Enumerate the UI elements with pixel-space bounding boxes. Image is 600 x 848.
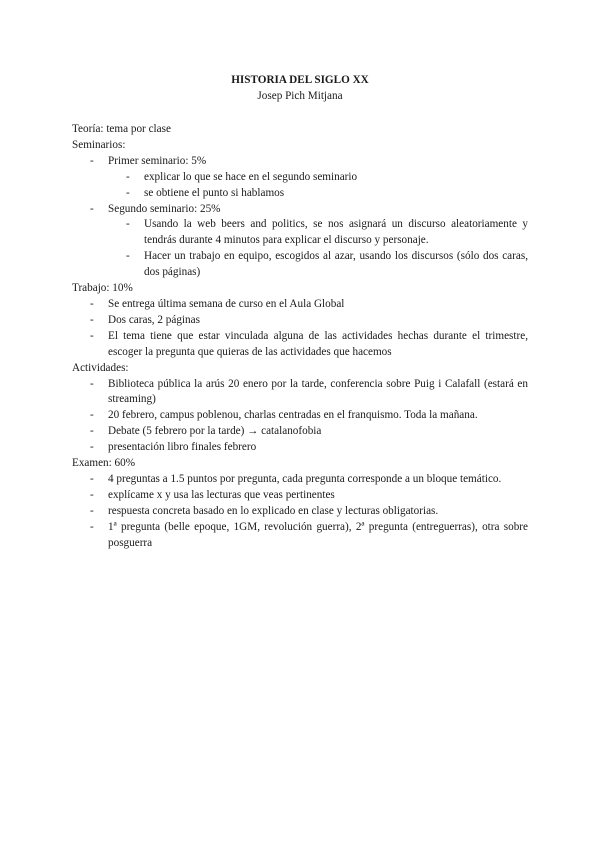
document-body (72, 122, 528, 551)
section-list (72, 472, 528, 552)
list-item (72, 440, 528, 456)
list-item-text: Primer seminario: 5% (108, 154, 207, 167)
dash-bullet-icon: - (126, 218, 130, 231)
section-list (72, 154, 528, 281)
list-item (72, 377, 528, 409)
list-item-text: 20 febrero, campus poblenou, charlas centradas en el franquismo. Toda la mañana. (108, 409, 478, 422)
dash-bullet-icon: - (126, 250, 130, 263)
section-heading: Actividades: (72, 361, 129, 374)
sub-list-item (72, 170, 528, 186)
list-item-text: Se entrega última semana de curso en el Aula Global (108, 297, 345, 310)
document-author: Josep Pich Mitjana (257, 90, 343, 102)
dash-bullet-icon: - (90, 425, 94, 438)
list-item (72, 488, 528, 504)
dash-bullet-icon: - (90, 297, 94, 310)
list-item-text: 4 preguntas a 1.5 puntos por pregunta, cada pregunta corresponde a un bloque temático. (108, 472, 502, 485)
dash-bullet-icon: - (90, 377, 94, 390)
dash-bullet-icon: - (90, 409, 94, 422)
sub-list-item-text: explicar lo que se hace en el segundo seminario (144, 170, 358, 183)
dash-bullet-icon: - (126, 170, 130, 183)
dash-bullet-icon: - (126, 186, 130, 199)
section-list (72, 297, 528, 361)
section-heading: Trabajo: 10% (72, 282, 133, 295)
dash-bullet-icon: - (90, 488, 94, 501)
section-heading: Teoría: tema por clase (72, 123, 171, 135)
list-item-text: Segundo seminario: 25% (108, 202, 221, 215)
sub-list-item-text: Hacer un trabajo en equipo, escogidos al azar, usando los discursos (sólo dos caras, dos páginas) (144, 250, 528, 279)
list-item (72, 504, 528, 520)
list-item-text: Dos caras, 2 páginas (108, 313, 200, 326)
list-item (72, 520, 528, 552)
dash-bullet-icon: - (90, 472, 94, 485)
list-item (72, 424, 528, 440)
sub-list-item-text: se obtiene el punto si hablamos (144, 186, 285, 199)
section-heading: Examen: 60% (72, 457, 136, 470)
sub-list-item-text: Usando la web beers and politics, se nos asignará un discurso aleatoriamente y tendrás durante 4 minutos para explicar el discurso y personaje. (144, 218, 528, 247)
list-item-text: explícame x y usa las lecturas que veas pertinentes (108, 488, 335, 501)
list-item (72, 472, 528, 488)
section-list (72, 377, 528, 457)
list-item-text: Biblioteca pública la arús 20 enero por la tarde, conferencia sobre Puig i Calafall (estará en streaming) (108, 377, 528, 406)
list-item-text: El tema tiene que estar vinculada alguna de las actividades hechas durante el trimestre, escoger la pregunta que quieras de las actividades que hacemos (108, 329, 528, 358)
dash-bullet-icon: - (90, 504, 94, 517)
sub-list-item (72, 249, 528, 281)
list-item-text: respuesta concreta basado en lo explicado en clase y lecturas obligatorias. (108, 504, 439, 517)
sub-list-item (72, 186, 528, 202)
list-item (72, 313, 528, 329)
dash-bullet-icon: - (90, 520, 94, 533)
document-title: HISTORIA DEL SIGLO XX (231, 74, 369, 86)
list-item (72, 408, 528, 424)
dash-bullet-icon: - (90, 329, 94, 342)
section-heading: Seminarios: (72, 138, 126, 151)
list-item (72, 329, 528, 361)
dash-bullet-icon: - (90, 441, 94, 454)
sub-list-item (72, 217, 528, 249)
list-item-text: Debate (5 febrero por la tarde) → catalanofobia (108, 425, 322, 438)
dash-bullet-icon: - (90, 313, 94, 326)
list-item-text: 1ª pregunta (belle epoque, 1GM, revolución guerra), 2ª pregunta (entreguerras), otra sobre posguerra (108, 520, 528, 549)
list-item (72, 154, 528, 170)
list-item (72, 297, 528, 313)
dash-bullet-icon: - (90, 202, 94, 215)
list-item (72, 202, 528, 218)
dash-bullet-icon: - (90, 154, 94, 167)
list-item-text: presentación libro finales febrero (108, 441, 257, 454)
